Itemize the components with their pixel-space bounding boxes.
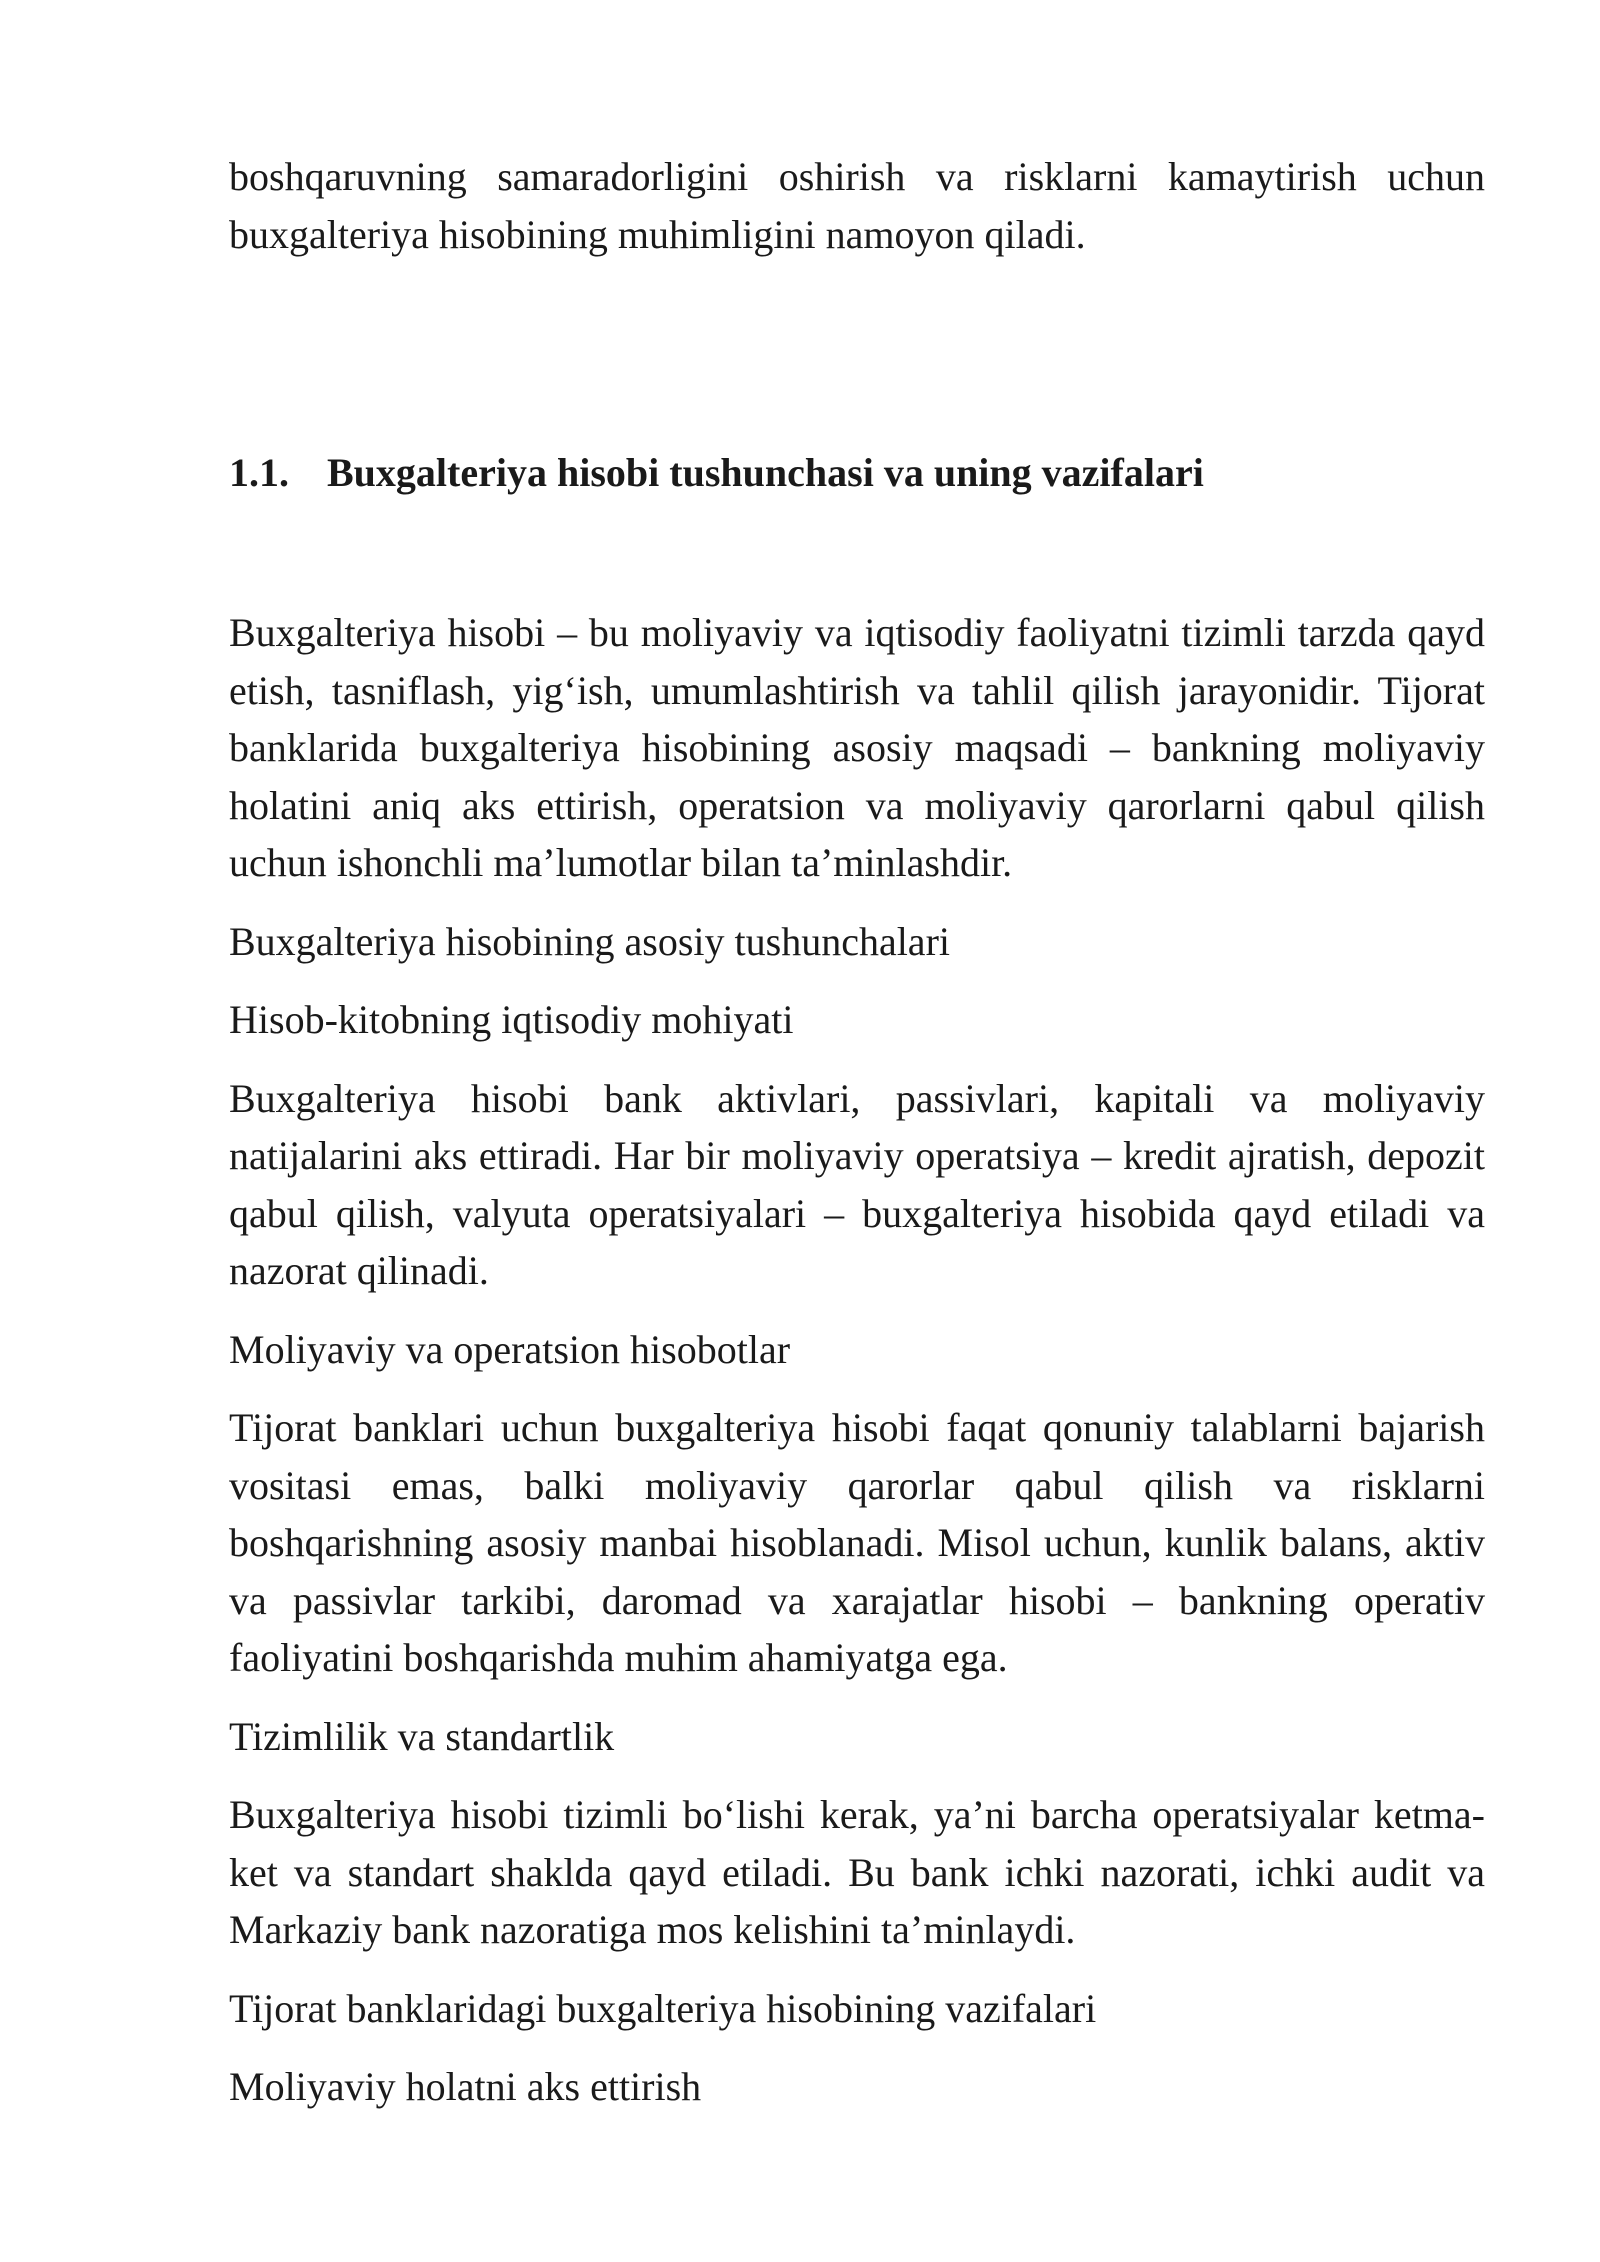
subheading-basic-concepts: Buxgalteriya hisobining asosiy tushunchalari [229, 918, 950, 964]
subheading-systematic: Tizimlilik va standartlik [229, 1713, 615, 1759]
paragraph-financial-reports: Tijorat banklari uchun buxgalteriya hisobi faqat qonuniy talablarni bajarish vositasi emas, balki moliyaviy qarorlar qabul qilish va risklarni boshqarishning asosiy manbai hisoblanadi. Misol uchun, kunlik balans, aktiv va passivlar tarkibi, daromad va xarajatlar hisobi – bankning operativ faoliyatini boshqarishda muhim ahamiyatga ega. [229, 1405, 1485, 1680]
paragraph-economic-essence: Buxgalteriya hisobi bank aktivlari, passivlari, kapitali va moliyaviy natijalarini aks ettiradi. Har bir moliyaviy operatsiya – kredit ajratish, depozit qabul qilish, valyuta operatsiyalari – buxgalteriya hisobida qayd etiladi va nazorat qilinadi. [229, 1075, 1485, 1293]
subheading-economic-essence: Hisob-kitobning iqtisodiy mohiyati [229, 997, 794, 1042]
subheading-financial-state: Moliyaviy holatni aks ettirish [229, 2064, 702, 2109]
subheading-financial-reports: Moliyaviy va operatsion hisobotlar [229, 1326, 791, 1372]
document-page [229, 148, 1485, 2109]
paragraph-systematic: Buxgalteriya hisobi tizimli bo‘lishi kerak, ya’ni barcha operatsiyalar ketma-ket va standart shaklda qayd etiladi. Bu bank ichki nazorati, ichki audit va Markaziy bank nazoratiga mos kelishini ta’minlaydi. [229, 1792, 1485, 1952]
section-number: 1.1. [229, 450, 289, 495]
section-title: Buxgalteriya hisobi tushunchasi va uning vazifalari [327, 450, 1204, 495]
section-heading [229, 444, 1204, 502]
paragraph-definition: Buxgalteriya hisobi – bu moliyaviy va iqtisodiy faoliyatni tizimli tarzda qayd etish, tasniflash, yig‘ish, umumlashtirish va tahlil qilish jarayonidir. Tijorat banklarida buxgalteriya hisobining asosiy maqsadi – bankning moliyaviy holatini aniq aks ettirish, operatsion va moliyaviy qarorlarni qabul qilish uchun ishonchli ma’lumotlar bilan ta’minlashdir. [229, 610, 1485, 885]
intro-paragraph: boshqaruvning samaradorligini oshirish va risklarni kamaytirish uchun buxgalteriya hisobining muhimligini namoyon qiladi. [229, 154, 1485, 257]
section-body [229, 604, 1485, 2137]
subheading-tasks: Tijorat banklaridagi buxgalteriya hisobining vazifalari [229, 1985, 1097, 2031]
